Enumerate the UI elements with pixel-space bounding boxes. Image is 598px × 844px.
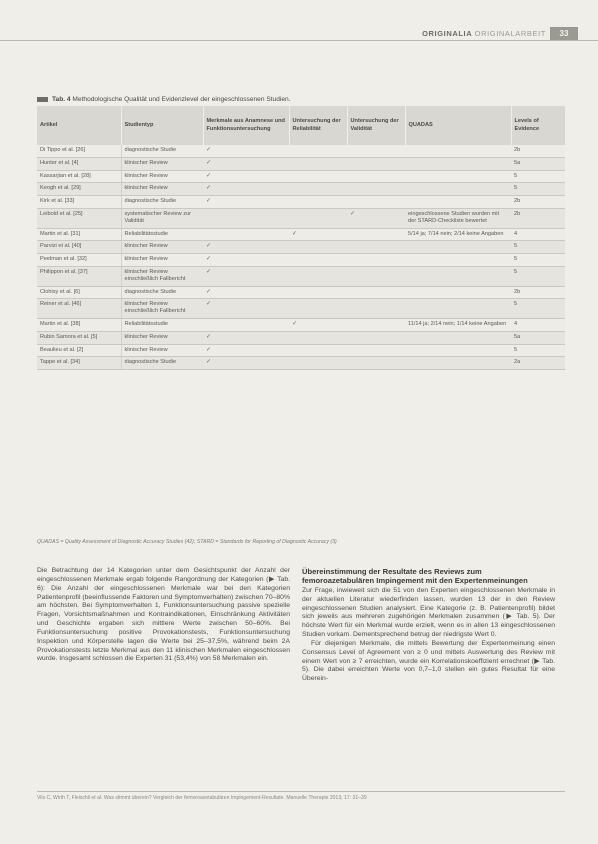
table-cell-rel bbox=[289, 241, 347, 254]
table-cell-quadas bbox=[405, 183, 511, 196]
section-label bbox=[422, 29, 546, 38]
table-cell-typ: diagnostische Studie bbox=[121, 357, 203, 370]
table-row bbox=[37, 344, 565, 357]
table-cell-artikel: Clohisy et al. [6] bbox=[37, 286, 121, 299]
table-cell-loe: 5 bbox=[511, 183, 565, 196]
table-cell-quadas bbox=[405, 170, 511, 183]
page-footer: Vils C, Wirth T, Fleischli et al. Was stimmt überein? Vergleich der femoroazetabulären Impingement-Resultate. Manuelle Therapie 2013; 17: 31–39 bbox=[37, 791, 565, 801]
table-cell-loe: 5 bbox=[511, 266, 565, 286]
table-cell-rel bbox=[289, 208, 347, 228]
table-cell-rel bbox=[289, 145, 347, 157]
section-heading: Übereinstimmung der Resultate des Reviews zum femoroazetabulären Impingement mit den Expertenmeinungen bbox=[302, 567, 528, 586]
table-cell-typ: klinischer Review bbox=[121, 254, 203, 267]
table-cell-typ: klinischer Review einschließlich Fallbericht bbox=[121, 266, 203, 286]
table-cell-val bbox=[347, 331, 405, 344]
table-cell-typ: klinischer Review einschließlich Fallbericht bbox=[121, 299, 203, 319]
table-cell-merk: ✓ bbox=[203, 170, 289, 183]
table-cell-loe: 4 bbox=[511, 228, 565, 241]
table-footnote: QUADAS = Quality Assessment of Diagnostic Accuracy Studies (42); STARD = Standards for Reporting of Diagnostic Accuracy (3) bbox=[37, 539, 337, 545]
table-cell-quadas: 11/14 ja; 2/14 nein; 1/14 keine Angaben bbox=[405, 318, 511, 331]
table-cell-loe: 5 bbox=[511, 254, 565, 267]
table-cell-typ: Reliabilitätsstudie bbox=[121, 318, 203, 331]
table-cell-val bbox=[347, 228, 405, 241]
table-cell-typ: Reliabilitätsstudie bbox=[121, 228, 203, 241]
table-row bbox=[37, 254, 565, 267]
table-cell-rel bbox=[289, 331, 347, 344]
table-cell-rel bbox=[289, 266, 347, 286]
table-cell-merk: ✓ bbox=[203, 145, 289, 157]
table-cell-loe: 5a bbox=[511, 331, 565, 344]
col-header-merkmale: Merkmale aus Anamnese und Funktionsuntersuchung bbox=[203, 106, 289, 145]
col-header-artikel: Artikel bbox=[37, 106, 121, 145]
table-row bbox=[37, 331, 565, 344]
col-header-quadas: QUADAS bbox=[405, 106, 511, 145]
table-cell-merk: ✓ bbox=[203, 254, 289, 267]
table-cell-merk: ✓ bbox=[203, 241, 289, 254]
table-cell-merk: ✓ bbox=[203, 299, 289, 319]
table-cell-val bbox=[347, 183, 405, 196]
body-column-right bbox=[302, 567, 555, 684]
col-header-evidence: Levels of Evidence bbox=[511, 106, 565, 145]
table-cell-artikel: Di Tippo et al. [26] bbox=[37, 145, 121, 157]
table-cell-loe: 5 bbox=[511, 241, 565, 254]
table-cell-val: ✓ bbox=[347, 208, 405, 228]
table-header-row bbox=[37, 106, 565, 145]
table-cell-quadas bbox=[405, 157, 511, 170]
table-cell-loe: 2b bbox=[511, 145, 565, 157]
table-cell-typ: diagnostische Studie bbox=[121, 196, 203, 209]
running-header bbox=[0, 27, 598, 41]
table-cell-val bbox=[347, 157, 405, 170]
table-row bbox=[37, 196, 565, 209]
table-cell-merk bbox=[203, 208, 289, 228]
table-cell-typ: klinischer Review bbox=[121, 183, 203, 196]
table-cell-val bbox=[347, 241, 405, 254]
table-cell-artikel: Martin et al. [38] bbox=[37, 318, 121, 331]
table-caption-text: Methodologische Qualität und Evidenzlevel der eingeschlossenen Studien. bbox=[72, 96, 291, 103]
table-cell-rel bbox=[289, 357, 347, 370]
table-cell-val bbox=[347, 357, 405, 370]
table-cell-rel bbox=[289, 344, 347, 357]
table-cell-artikel: Parvizi et al. [40] bbox=[37, 241, 121, 254]
table-cell-rel bbox=[289, 170, 347, 183]
table-cell-quadas bbox=[405, 299, 511, 319]
table-cell-val bbox=[347, 254, 405, 267]
table-row bbox=[37, 228, 565, 241]
table-cell-typ: klinischer Review bbox=[121, 344, 203, 357]
table-row bbox=[37, 286, 565, 299]
table-row bbox=[37, 145, 565, 157]
body-column-left bbox=[37, 567, 290, 664]
table-cell-artikel: Martin et al. [31] bbox=[37, 228, 121, 241]
table-cell-typ: klinischer Review bbox=[121, 331, 203, 344]
section-label-bold: ORIGINALIA bbox=[422, 29, 472, 38]
table-cell-artikel: Kassarjian et al. [28] bbox=[37, 170, 121, 183]
table-cell-rel bbox=[289, 183, 347, 196]
table-cell-loe: 2b bbox=[511, 286, 565, 299]
caption-bar-icon bbox=[37, 97, 48, 102]
col-header-reliabilitaet: Untersuchung der Reliabilität bbox=[289, 106, 347, 145]
table-cell-quadas bbox=[405, 254, 511, 267]
table-cell-typ: systematischer Review zur Validität bbox=[121, 208, 203, 228]
table-row bbox=[37, 157, 565, 170]
table-row bbox=[37, 170, 565, 183]
table-cell-loe: 4 bbox=[511, 318, 565, 331]
quality-table bbox=[37, 106, 566, 370]
table-cell-artikel: Leibold et al. [25] bbox=[37, 208, 121, 228]
table-cell-merk bbox=[203, 318, 289, 331]
table-cell-loe: 5a bbox=[511, 157, 565, 170]
table-cell-loe: 5 bbox=[511, 170, 565, 183]
body-paragraph: Für diejenigen Merkmale, die mittels Bewertung der Expertenmeinung einen Consensus Level of Agreement von ≥ 0 und mittels Auswertung des Review mit einem Wert von ≥ 7 erreichten, wurde ein Korrelationskoeffizient errechnet (▶ Tab. 5). Die dabei erreichten Werte von 0,7–1,0 stellen ein gutes Resultat für eine Überein- bbox=[302, 639, 555, 683]
table-cell-artikel: Kirk et al. [33] bbox=[37, 196, 121, 209]
table-cell-artikel: Rubin Samora et al. [5] bbox=[37, 331, 121, 344]
table-cell-quadas bbox=[405, 196, 511, 209]
table-cell-val bbox=[347, 344, 405, 357]
table-cell-typ: klinischer Review bbox=[121, 157, 203, 170]
table-cell-rel bbox=[289, 196, 347, 209]
table-cell-artikel: Peelman et al. [32] bbox=[37, 254, 121, 267]
table-cell-quadas bbox=[405, 357, 511, 370]
table-cell-artikel: Tappe et al. [34] bbox=[37, 357, 121, 370]
table-cell-merk: ✓ bbox=[203, 266, 289, 286]
table-cell-rel bbox=[289, 299, 347, 319]
table-cell-typ: diagnostische Studie bbox=[121, 286, 203, 299]
table-cell-typ: klinischer Review bbox=[121, 241, 203, 254]
table-cell-merk: ✓ bbox=[203, 196, 289, 209]
table-cell-merk: ✓ bbox=[203, 183, 289, 196]
table-cell-val bbox=[347, 286, 405, 299]
table-cell-loe: 2a bbox=[511, 357, 565, 370]
table-cell-loe: 5 bbox=[511, 299, 565, 319]
table-body bbox=[37, 145, 565, 370]
table-cell-rel bbox=[289, 157, 347, 170]
table-cell-merk: ✓ bbox=[203, 331, 289, 344]
table-cell-quadas bbox=[405, 331, 511, 344]
table-cell-rel: ✓ bbox=[289, 228, 347, 241]
table-cell-loe: 2b bbox=[511, 208, 565, 228]
table-row bbox=[37, 299, 565, 319]
table-cell-val bbox=[347, 266, 405, 286]
col-header-validitaet: Untersuchung der Validität bbox=[347, 106, 405, 145]
table-cell-quadas bbox=[405, 241, 511, 254]
table-cell-quadas bbox=[405, 344, 511, 357]
table-cell-rel: ✓ bbox=[289, 318, 347, 331]
table-row bbox=[37, 266, 565, 286]
table-cell-val bbox=[347, 170, 405, 183]
body-paragraph: Die Betrachtung der 14 Kategorien unter dem Gesichtspunkt der Anzahl der eingeschlossenen Merkmale ergab folgende Rangordnung der Kategorien (▶ Tab. 6): Die Anzahl der eingeschlossenen Merkmale war bei den Kategorien Patientenprofil (beeinflussende Faktoren und Symptomverhalten) zwischen 70–80% am höchsten. Bei Symptomverhalten 1, Funktionsuntersuchung passive spezielle Fragen, Vorsichtsmaßnahmen und Kontraindikationen, Einschränkung Aktivitäten und Geschichte ergaben sich mittlere Werte zwischen 50–60%. Bei Funktionsuntersuchung positive Provokationstests, Funktionsuntersuchung Inspektion und Körperstelle lagen die Werte bei 25–37,5%, während beim 2A Provokationstests letzte Merkmal aus den 11 klinischen Merkmalen eingeschlossen wurde. Insgesamt schlossen die Experten 31 (53,4%) von 58 Merkmalen ein. bbox=[37, 567, 290, 663]
table-cell-typ: diagnostische Studie bbox=[121, 145, 203, 157]
table-cell-loe: 5 bbox=[511, 344, 565, 357]
table-cell-artikel: Beaulieu et al. [2] bbox=[37, 344, 121, 357]
table-cell-merk: ✓ bbox=[203, 157, 289, 170]
table-cell-quadas bbox=[405, 145, 511, 157]
table-cell-typ: klinischer Review bbox=[121, 170, 203, 183]
table-cell-quadas bbox=[405, 266, 511, 286]
table-cell-merk: ✓ bbox=[203, 344, 289, 357]
table-cell-rel bbox=[289, 254, 347, 267]
table-cell-loe: 2b bbox=[511, 196, 565, 209]
table-cell-quadas: 5/14 ja; 7/14 nein; 2/14 keine Angaben bbox=[405, 228, 511, 241]
table-cell-artikel: Philippon et al. [37] bbox=[37, 266, 121, 286]
body-paragraph: Zur Frage, inwieweit sich die 51 von den Experten eingeschlossenen Merkmale in der aktuellen Literatur wiederfinden lassen, wurden 13 der in den Review eingeschlossenen Studien analysiert. Eine Kategorie (z. B. Patientenprofil) bildet sich jeweils aus mehreren zugehörigen Merkmalen zusammen (▶ Tab. 5). Der höchste Wert für ein Merkmal wurde erzielt, wenn es in allen 13 eingeschlossenen Studien vorkam. Dementsprechend betrug der niedrigste Wert 0. bbox=[302, 586, 555, 639]
table-cell-val bbox=[347, 318, 405, 331]
table-cell-artikel: Reiner et al. [46] bbox=[37, 299, 121, 319]
table-cell-val bbox=[347, 299, 405, 319]
table-cell-val bbox=[347, 196, 405, 209]
table-row bbox=[37, 357, 565, 370]
table-caption bbox=[37, 96, 291, 103]
header-rule bbox=[0, 40, 598, 41]
table-row bbox=[37, 183, 565, 196]
table-row bbox=[37, 318, 565, 331]
table-row bbox=[37, 241, 565, 254]
table-cell-artikel: Keogh et al. [29] bbox=[37, 183, 121, 196]
table-cell-merk bbox=[203, 228, 289, 241]
table-caption-label: Tab. 4 bbox=[52, 96, 71, 103]
table-cell-quadas: eingeschlossene Studien wurden mit der STARD-Checkliste bewertet bbox=[405, 208, 511, 228]
page-number: 33 bbox=[550, 27, 578, 40]
section-label-light: ORIGINALARBEIT bbox=[474, 29, 546, 38]
table-cell-quadas bbox=[405, 286, 511, 299]
table-row bbox=[37, 208, 565, 228]
col-header-studientyp: Studientyp bbox=[121, 106, 203, 145]
table-cell-merk: ✓ bbox=[203, 357, 289, 370]
table-cell-val bbox=[347, 145, 405, 157]
table-cell-artikel: Hunter et al. [4] bbox=[37, 157, 121, 170]
table-cell-rel bbox=[289, 286, 347, 299]
table-cell-merk: ✓ bbox=[203, 286, 289, 299]
